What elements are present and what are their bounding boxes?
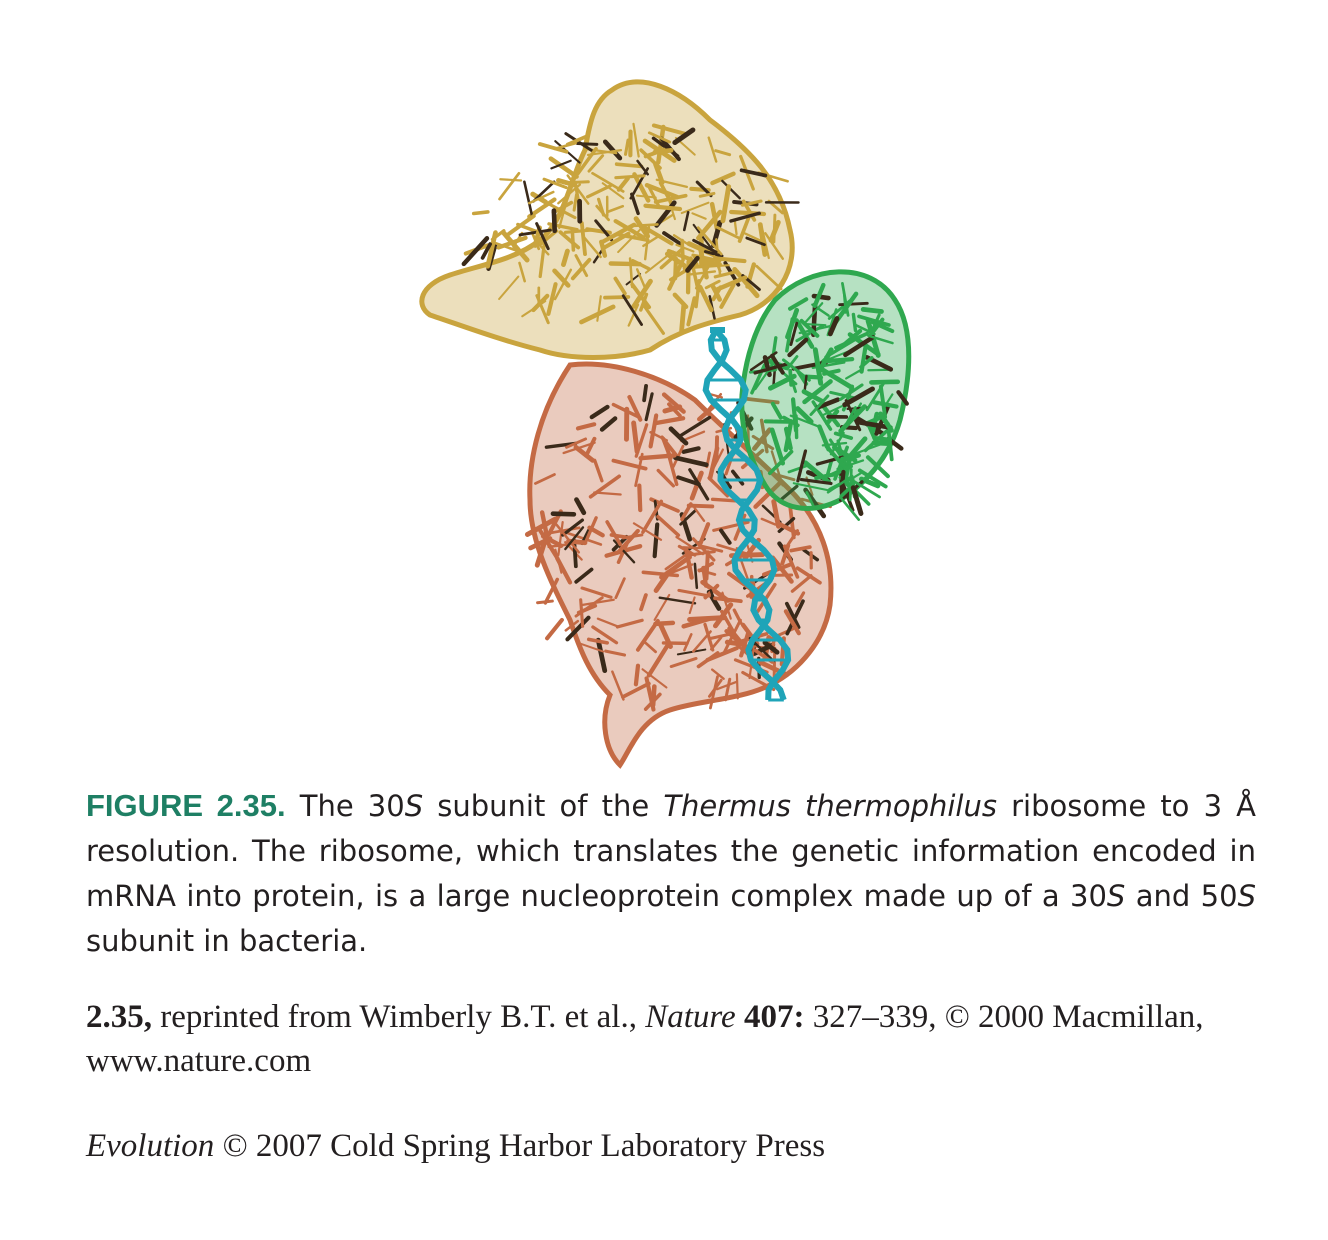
caption-text-1: The 30 (285, 789, 405, 823)
helix-strand (774, 215, 775, 242)
ribosome-figure (380, 60, 940, 780)
helix-strand (524, 182, 532, 215)
caption-svedberg-1: S (404, 789, 424, 823)
helix-strand (611, 263, 640, 264)
helix-strand (547, 620, 562, 638)
caption-svedberg-3: S (1237, 879, 1256, 913)
helix-strand (689, 506, 713, 507)
helix-strand (500, 179, 521, 180)
helix-strand (566, 230, 592, 232)
platform-domain (742, 272, 909, 520)
helix-strand (796, 416, 797, 437)
figure-caption (86, 783, 1256, 964)
helix-strand (474, 212, 488, 214)
helix-strand (690, 618, 725, 620)
caption-text-4: and 50 (1125, 879, 1238, 913)
helix-strand (655, 524, 658, 556)
figure-label: FIGURE 2.35. (86, 788, 286, 823)
helix-strand (581, 600, 583, 626)
caption-text-3: ribosome to 3 Å resolution. The ribosome, which translates the genetic information encoded in mRNA into protein, is a large nucleoprotein complex made up of a 30 (86, 789, 1256, 913)
helix-strand (634, 423, 637, 451)
helix-strand (644, 386, 646, 400)
helix-strand (737, 674, 738, 698)
helix-strand (509, 216, 534, 234)
helix-strand (639, 486, 640, 511)
helix-strand (868, 370, 889, 371)
book-title: Evolution (86, 1128, 215, 1164)
helix-strand (863, 309, 881, 311)
helix-strand (564, 182, 588, 183)
credit-text-1: reprinted from Wimberly B.T. et al., (152, 999, 646, 1035)
helix-strand (705, 264, 720, 265)
head-domain (422, 82, 799, 358)
helix-strand (572, 229, 573, 250)
helix-strand (716, 437, 717, 460)
helix-strand (616, 176, 644, 178)
helix-strand (553, 514, 574, 515)
figure-credit (86, 995, 1256, 1083)
helix-strand (641, 455, 675, 458)
caption-svedberg-2: S (1106, 879, 1126, 913)
publisher-text: © 2007 Cold Spring Harbor Laboratory Press (214, 1128, 826, 1164)
helix-strand (574, 541, 576, 567)
helix-strand (500, 173, 519, 199)
credit-volume: 407: (735, 999, 805, 1035)
helix-strand (636, 666, 638, 685)
caption-text-2: subunit of the (423, 789, 664, 823)
helix-strand (617, 164, 642, 166)
helix-strand (554, 211, 555, 231)
helix-strand (632, 224, 657, 226)
helix-strand (718, 259, 744, 261)
caption-species: Thermus thermophilus (663, 789, 997, 823)
credit-journal: Nature (645, 999, 736, 1035)
credit-figure-number: 2.35, (86, 999, 152, 1035)
credit-text-2: 327–339, © 2000 Macmillan, www.nature.com (86, 999, 1204, 1079)
helix-strand (706, 552, 707, 578)
publisher-line (86, 1124, 825, 1168)
caption-text-5: subunit in bacteria. (86, 924, 368, 958)
helix-strand (682, 305, 684, 330)
helix-strand (853, 314, 855, 330)
